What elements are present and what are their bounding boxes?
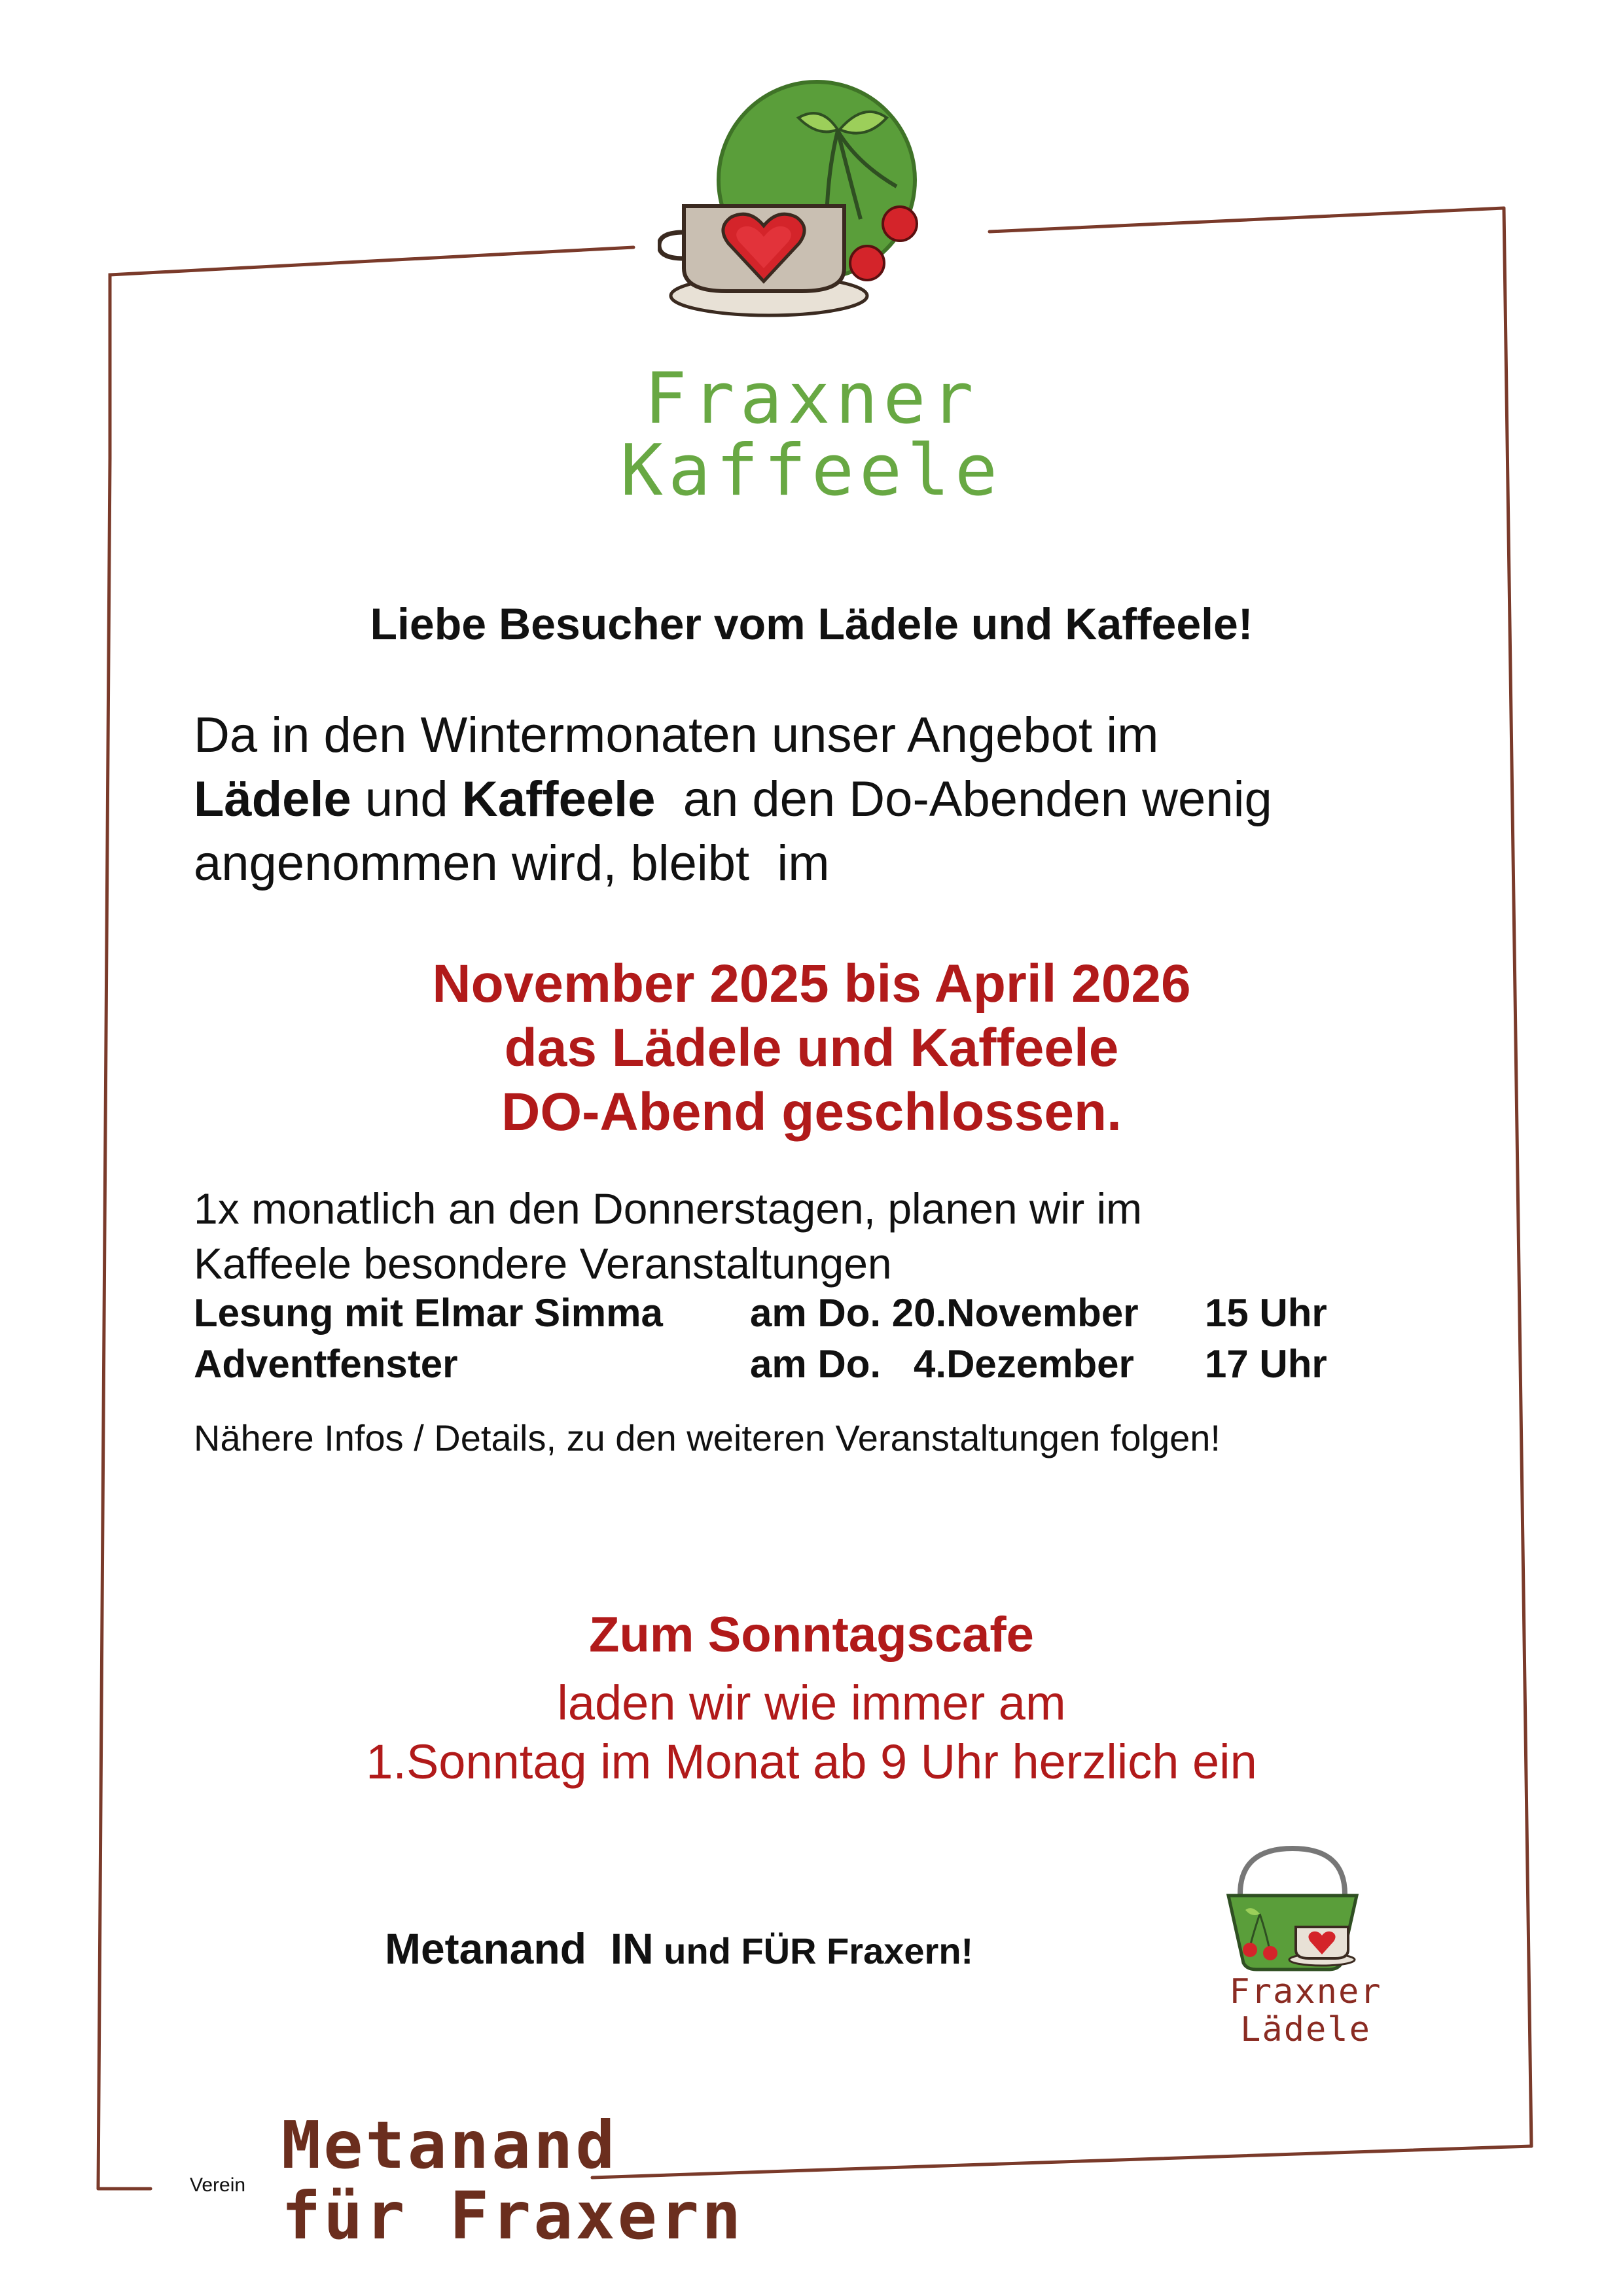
event-time: 17 Uhr bbox=[1205, 1342, 1327, 1386]
monthly-line-2: Kaffeele besondere Veranstaltungen bbox=[194, 1239, 892, 1288]
laedele-line-1: Fraxner bbox=[1229, 1972, 1382, 2011]
monthly-events-intro bbox=[194, 1181, 1489, 1291]
verein-label: Verein bbox=[190, 2174, 246, 2196]
closure-notice bbox=[0, 952, 1623, 1144]
event-day: am Do. 20.November bbox=[750, 1291, 1139, 1335]
slogan-part-2: und FÜR Fraxern! bbox=[653, 1930, 974, 1971]
logo-line-2: Kaffeele bbox=[620, 430, 1003, 512]
intro-bold-kaffeele: Kaffeele bbox=[461, 771, 656, 827]
intro-line-1: Da in den Wintermonaten unser Angebot im bbox=[194, 707, 1159, 763]
metanand-line-2: für Fraxern bbox=[281, 2178, 744, 2254]
metanand-line-1: Metanand bbox=[281, 2107, 618, 2183]
sonntag-line-2: 1.Sonntag im Monat ab 9 Uhr herzlich ein bbox=[366, 1735, 1257, 1789]
intro-bold-laedele: Lädele bbox=[194, 771, 351, 827]
intro-line-3: angenommen wird, bleibt im bbox=[194, 836, 830, 891]
logo-wordmark bbox=[0, 358, 1623, 512]
event-name: Adventfenster bbox=[194, 1342, 458, 1386]
closure-line-3: DO-Abend geschlossen. bbox=[501, 1082, 1122, 1142]
metanand-wordmark bbox=[281, 2107, 744, 2254]
intro-paragraph bbox=[194, 703, 1489, 896]
more-info-note: Nähere Infos / Details, zu den weiteren Veranstaltungen folgen! bbox=[194, 1417, 1221, 1458]
laedele-line-2: Lädele bbox=[1240, 2010, 1371, 2049]
shopping-basket-cup-icon bbox=[1214, 1842, 1371, 1973]
slogan bbox=[385, 1924, 973, 1973]
laedele-wordmark bbox=[1198, 1973, 1414, 2049]
event-name: Lesung mit Elmar Simma bbox=[194, 1291, 663, 1335]
sonntag-line-1: laden wir wie immer am bbox=[557, 1676, 1066, 1730]
sonntag-title: Zum Sonntagscafe bbox=[589, 1607, 1034, 1663]
event-day: am Do. 4.Dezember bbox=[750, 1342, 1134, 1386]
greeting-heading: Liebe Besucher vom Lädele und Kaffeele! bbox=[370, 599, 1253, 649]
intro-line-2-rest: an den Do-Abenden wenig bbox=[655, 771, 1272, 827]
coffee-cup-cherries-icon bbox=[658, 72, 959, 334]
intro-line-2 bbox=[194, 768, 1489, 832]
intro-mid: und bbox=[351, 771, 462, 827]
logo-line-1: Fraxner bbox=[644, 358, 979, 440]
closure-line-2: das Lädele und Kaffeele bbox=[504, 1018, 1119, 1078]
event-time: 15 Uhr bbox=[1205, 1291, 1327, 1335]
slogan-part-1: Metanand IN bbox=[385, 1924, 654, 1973]
monthly-line-1: 1x monatlich an den Donnerstagen, planen wir im bbox=[194, 1184, 1143, 1233]
closure-line-1: November 2025 bis April 2026 bbox=[432, 954, 1191, 1014]
